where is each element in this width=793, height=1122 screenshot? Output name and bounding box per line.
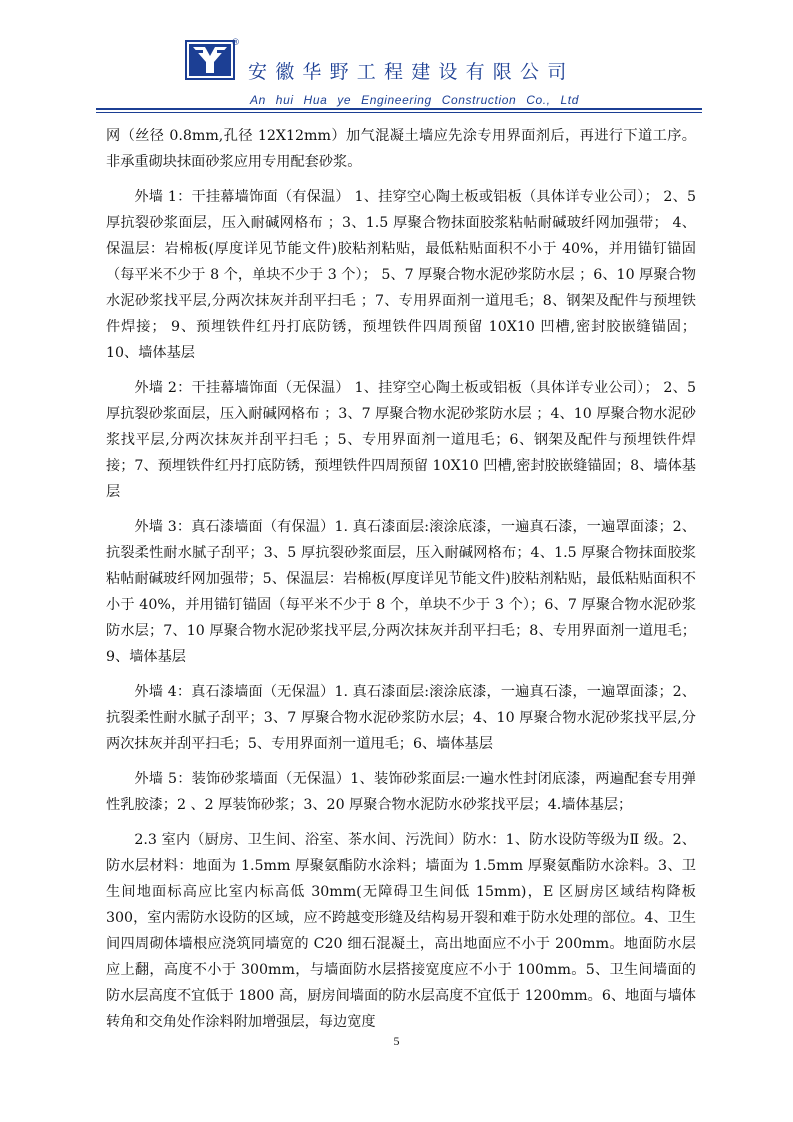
registered-mark: ® <box>231 38 240 48</box>
company-name-cn: 安徽华野工程建设有限公司 <box>248 61 575 83</box>
paragraph-indoor-waterproofing: 2.3 室内（厨房、卫生间、浴室、茶水间、污洗间）防水：1、防水设防等级为Ⅱ 级。2、防水层材料：地面为 1.5mm 厚聚氨酯防水涂料；墙面为 1.5mm 厚聚氨酯防水涂料。3、卫生间地面标高应比室内标高低 30mm(无障碍卫生间低 15mm)，E 区厨房区域结构降板 300，室内需防水设防的区域，应不跨越变形缝及结构易开裂和难于防水处理的部位。4、卫生间四周砌体墙根应浇筑同墙宽的 C20 细石混凝土，高出地面应不小于 200mm。地面防水层应上翻，高度不小于 300mm，与墙面防水层搭接宽度应不小于 100mm。5、卫生间墙面的防水层高度不宜低于 1800 高，厨房间墙面的防水层高度不宜低于 1200mm。6、地面与墙体转角和交角处作涂料附加增强层，每边宽度 <box>106 832 696 1030</box>
company-name-en: An hui Hua ye Engineering Construction Co., Ltd <box>250 93 580 107</box>
huaye-logo-icon <box>185 40 235 80</box>
paragraph-exterior-wall-4: 外墙 4：真石漆墙面（无保温）1. 真石漆面层:滚涂底漆，一遍真石漆，一遍罩面漆；2、抗裂柔性耐水腻子刮平；3、7 厚聚合物水泥砂浆防水层；4、10 厚聚合物水泥砂浆找平层,分两次抹灰并刮平扫毛；5、专用界面剂一道甩毛；6、墙体基层 <box>106 684 696 752</box>
paragraph-exterior-wall-5: 外墙 5：装饰砂浆墙面（无保温）1、装饰砂浆面层:一遍水性封闭底漆，两遍配套专用弹性乳胶漆；2 、2 厚装饰砂浆；3、20 厚聚合物水泥防水砂浆找平层；4.墙体基层； <box>106 771 696 813</box>
paragraph-exterior-wall-2: 外墙 2：干挂幕墙饰面（无保温） 1、挂穿空心陶土板或铝板（具体详专业公司）； 2、5厚抗裂砂浆面层，压入耐碱网格布 ；3、7 厚聚合物水泥砂浆防水层 ；4、10 厚聚合物水泥砂浆找平层,分两次抹灰并刮平扫毛 ；5、专用界面剂一道甩毛；6、钢架及配件与预埋铁件焊接；7、预埋铁件红丹打底防锈，预埋铁件四周预留 10X10 凹槽,密封胶嵌缝锚固；8、墙体基层 <box>106 380 696 500</box>
paragraph-continued: 网（丝径 0.8mm,孔径 12X12mm）加气混凝土墙应先涂专用界面剂后，再进行下道工序。非承重砌块抹面砂浆应用专用配套砂浆。 <box>106 128 696 170</box>
document-body <box>106 123 696 1044</box>
page-number: 5 <box>393 1034 400 1048</box>
header-rule-thick <box>96 108 702 110</box>
page-header <box>0 0 793 112</box>
paragraph-exterior-wall-3: 外墙 3：真石漆墙面（有保温）1. 真石漆面层:滚涂底漆，一遍真石漆，一遍罩面漆；2、抗裂柔性耐水腻子刮平；3、5 厚抗裂砂浆面层，压入耐碱网格布；4、1.5 厚聚合物抹面胶浆粘帖耐碱玻纤网加强带；5、保温层：岩棉板(厚度详见节能文件)胶粘剂粘贴，最低粘贴面积不小于 40%，并用锚钉锚固（每平米不少于 8 个，单块不少于 3 个）；6、7 厚聚合物水泥砂浆防水层；7、10 厚聚合物水泥砂浆找平层,分两次抹灰并刮平扫毛；8、专用界面剂一道甩毛；9、墙体基层 <box>106 519 696 665</box>
paragraph-exterior-wall-1: 外墙 1：干挂幕墙饰面（有保温） 1、挂穿空心陶土板或铝板（具体详专业公司）； 2、5厚抗裂砂浆面层，压入耐碱网格布 ；3、1.5 厚聚合物抹面胶浆粘帖耐碱玻纤网加强带； 4、保温层：岩棉板(厚度详见节能文件)胶粘剂粘贴，最低粘贴面积不小于 40%，并用锚钉锚固（每平米不少于 8 个，单块不少于 3 个）； 5、7 厚聚合物水泥砂浆防水层 ；6、10 厚聚合物水泥砂浆找平层,分两次抹灰并刮平扫毛 ；7、专用界面剂一道甩毛；8、钢架及配件与预埋铁件焊接； 9、预埋铁件红丹打底防锈，预埋铁件四周预留 10X10 凹槽,密封胶嵌缝锚固； 10、墙体基层 <box>106 189 696 361</box>
header-rule-thin <box>96 112 702 113</box>
